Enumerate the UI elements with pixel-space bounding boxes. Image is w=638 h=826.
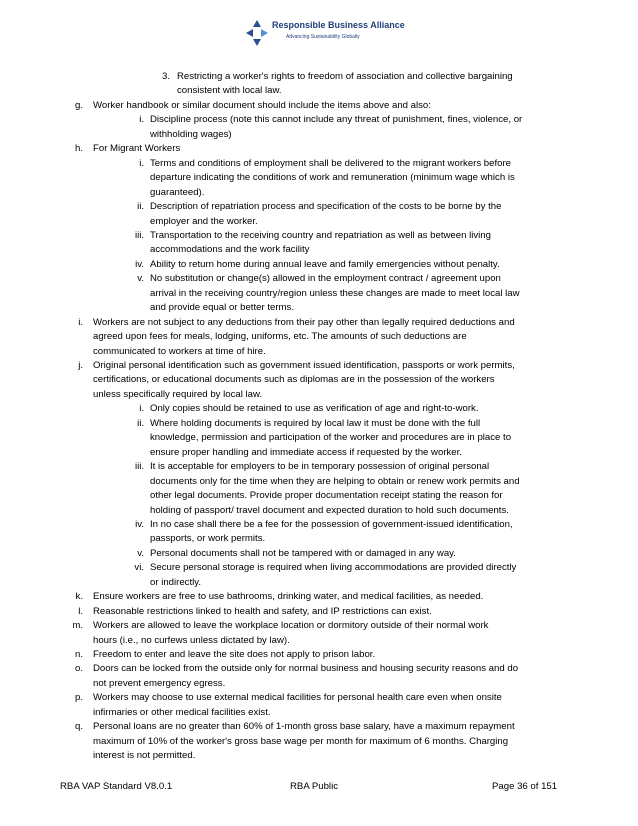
- list-item-marker: k.: [75, 591, 83, 603]
- list-item-text-line: Original personal identification such as government issued identification, passports or work permits,: [93, 360, 515, 371]
- list-item-text-line: maximum of 10% of the worker's gross base wage per month for maximum of 6 months. Charging: [93, 735, 509, 747]
- list-item-text-line: Transportation to the receiving country and repatriation as well as between living: [150, 229, 491, 241]
- footer-classification: RBA Public: [290, 781, 338, 792]
- list-item-text-line: not prevent emergency egress.: [93, 677, 226, 689]
- list-item-text-line: In no case shall there be a fee for the possession of government-issued identification,: [150, 518, 513, 530]
- list-item-text-line: guaranteed).: [150, 186, 205, 198]
- list-item-text-line: consistent with local law.: [177, 85, 282, 97]
- list-item-text-line: No substitution or change(s) allowed in the employment contract / agreement upon: [150, 273, 501, 285]
- list-item-marker: vi.: [134, 562, 144, 574]
- list-item-text-line: Description of repatriation process and specification of the costs to be borne by the: [150, 201, 502, 213]
- rba-logo: [242, 14, 405, 54]
- list-item-text-line: passports, or work permits.: [150, 533, 266, 545]
- list-item-text-line: Ability to return home during annual leave and family emergencies without penalty.: [150, 258, 500, 270]
- list-item-text-line: Discipline process (note this cannot include any threat of punishment, fines, violence, or: [150, 114, 523, 126]
- list-item-marker: 3.: [161, 71, 170, 82]
- list-item-marker: iv.: [135, 258, 144, 270]
- list-item-marker: v.: [137, 273, 144, 285]
- list-item-marker: v.: [137, 547, 144, 559]
- list-item-marker: l.: [78, 605, 83, 617]
- list-item-text-line: Secure personal storage is required when living accommodations are provided directly: [150, 562, 517, 574]
- list-item-marker: i.: [139, 157, 144, 169]
- list-item-text-line: and provide equal or better terms.: [150, 302, 294, 314]
- list-item-marker: q.: [74, 721, 83, 733]
- list-item-marker: j.: [78, 360, 83, 371]
- list-item-text-line: It is acceptable for employers to be in temporary possession of original personal: [150, 461, 490, 473]
- list-item-text-line: accommodations and the work facility: [150, 244, 310, 256]
- list-item-text-line: hours (i.e., no curfews unless dictated by law).: [93, 634, 290, 646]
- list-item-text-line: Terms and conditions of employment shall be delivered to the migrant workers before: [150, 157, 512, 169]
- list-item-marker: h.: [74, 143, 83, 155]
- list-item-text-line: departure indicating the conditions of work and remuneration (minimum wage which is: [150, 172, 515, 184]
- list-item-marker: p.: [74, 692, 83, 704]
- list-item-text-line: ensure proper handling and immediate access if requested by the worker.: [150, 446, 462, 458]
- list-item-marker: iii.: [134, 229, 144, 241]
- list-item-text-line: Restricting a worker's rights to freedom of association and collective bargaining: [177, 71, 513, 82]
- list-item-text-line: knowledge, permission and participation of the worker and procedures are in place to: [150, 432, 512, 444]
- list-item-text-line: For Migrant Workers: [93, 143, 181, 155]
- list-item-text-line: Workers may choose to use external medical facilities for personal health care even when onsite: [93, 692, 502, 704]
- list-item-text-line: interest is not permitted.: [93, 750, 196, 762]
- footer-page-number: Page 36 of 151: [492, 781, 558, 792]
- list-item-text-line: Only copies should be retained to use as verification of age and right-to-work.: [150, 403, 479, 415]
- list-item-marker: ii.: [137, 201, 144, 213]
- list-item-text-line: Doors can be locked from the outside only for normal business and housing security reasons and do: [93, 663, 519, 675]
- list-item-text-line: other legal documents. Provide proper documentation receipt stating the reason for: [150, 490, 503, 502]
- list-item-marker: m.: [72, 620, 83, 632]
- list-item-marker: o.: [74, 663, 83, 675]
- logo-title: Responsible Business Alliance: [272, 20, 405, 30]
- list-item-marker: iv.: [135, 518, 144, 530]
- list-item-text-line: holding of passport/ travel document and expected duration to hold such documents.: [150, 504, 509, 516]
- logo-tagline: Advancing Sustainability Globally: [286, 34, 360, 40]
- list-item-marker: iii.: [134, 461, 144, 473]
- list-item-text-line: infirmaries or other medical facilities exist.: [93, 706, 271, 718]
- list-item-marker: ii.: [137, 417, 144, 429]
- list-item-text-line: Freedom to enter and leave the site does not apply to prison labor.: [93, 649, 376, 660]
- rba-logo-icon: [242, 18, 272, 48]
- list-item-text-line: employer and the worker.: [150, 215, 258, 227]
- list-item-text-line: documents only for the time when they are helping to obtain or renew work permits and: [150, 475, 520, 487]
- list-item-text-line: certifications, or educational documents such as diplomas are in the possession of the workers: [93, 374, 495, 386]
- list-item-text-line: Worker handbook or similar document should include the items above and also:: [93, 99, 431, 111]
- list-item-text-line: Workers are not subject to any deductions from their pay other than legally required deductions and: [93, 316, 515, 328]
- footer-document-name: RBA VAP Standard V8.0.1: [60, 781, 173, 792]
- list-item-marker: n.: [74, 649, 83, 660]
- list-item-text-line: Ensure workers are free to use bathrooms, drinking water, and medical facilities, as needed.: [93, 591, 484, 603]
- list-item-text-line: Reasonable restrictions linked to health and safety, and IP restrictions can exist.: [93, 605, 432, 617]
- list-item-text-line: Where holding documents is required by local law it must be done with the full: [150, 417, 481, 429]
- list-item-text-line: arrival in the receiving country/region unless these changes are made to meet local law: [150, 287, 520, 299]
- list-item-text-line: Personal loans are no greater than 60% of 1-month gross base salary, have a maximum repayment: [93, 721, 515, 733]
- list-item-marker: i.: [139, 403, 144, 415]
- list-item-marker: i.: [78, 316, 83, 328]
- list-item-text-line: or indirectly.: [150, 576, 202, 588]
- list-item-text-line: Personal documents shall not be tampered with or damaged in any way.: [150, 547, 456, 559]
- list-item-marker: i.: [139, 114, 144, 126]
- list-item-text-line: Workers are allowed to leave the workplace location or dormitory outside of their normal work: [93, 620, 489, 632]
- list-item-text-line: unless specifically required by local law.: [93, 388, 263, 400]
- list-item-marker: g.: [74, 99, 83, 111]
- list-item-text-line: withholding wages): [150, 128, 232, 140]
- list-item-text-line: agreed upon fees for meals, lodging, uniforms, etc. The amounts of such deductions are: [93, 331, 467, 343]
- list-item-text-line: communicated to workers at time of hire.: [93, 345, 266, 357]
